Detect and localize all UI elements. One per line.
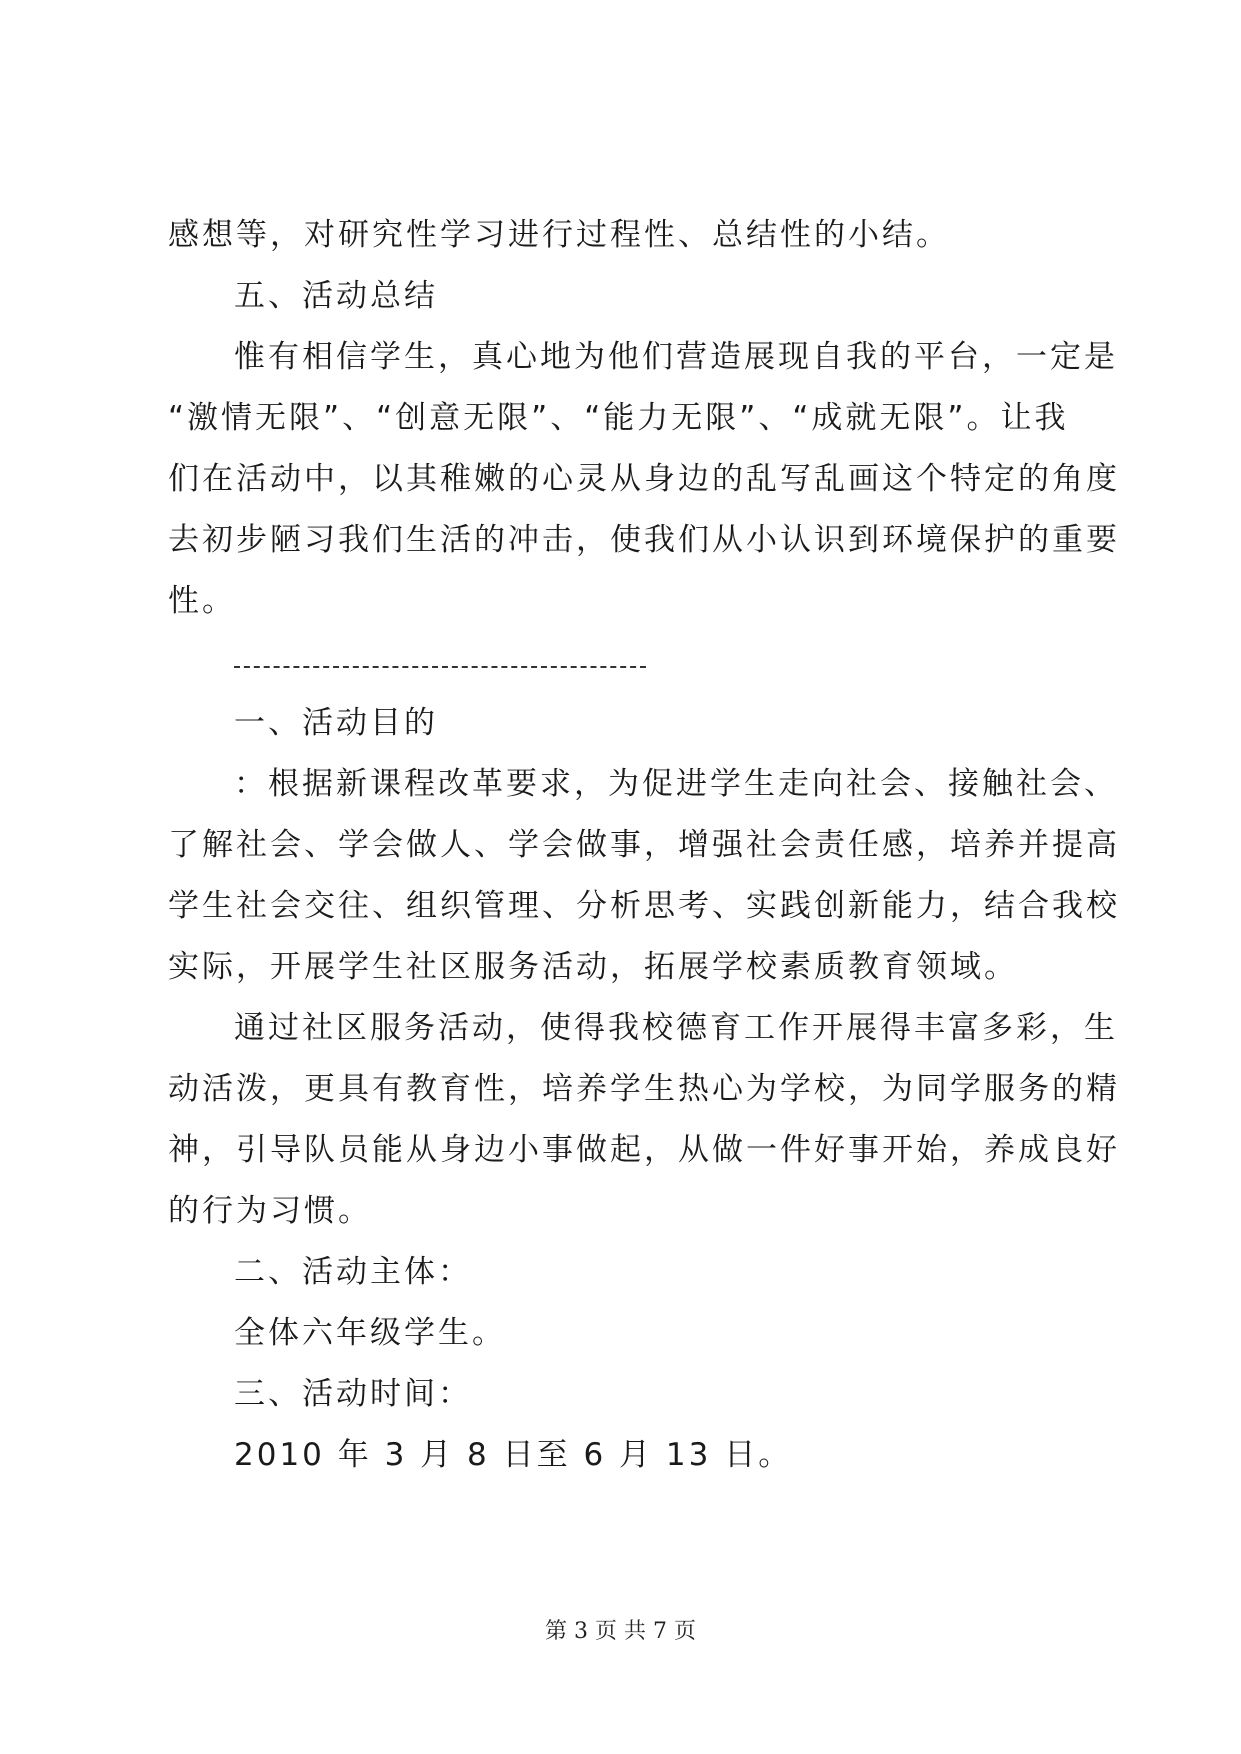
section-divider <box>168 632 1078 693</box>
section-heading: 二、活动主体： <box>234 1254 472 1290</box>
section-heading: 三、活动时间： <box>234 1376 472 1412</box>
text-line: 2010 年 3 月 8 日至 6 月 13 日。 <box>234 1437 793 1473</box>
text-line: 去初步陋习我们生活的冲击，使我们从小认识到环境保护的重要 <box>168 522 1120 558</box>
text-line: 学生社会交往、组织管理、分析思考、实践创新能力，结合我校 <box>168 888 1120 924</box>
text-line: 全体六年级学生。 <box>234 1315 506 1351</box>
text-line: 性。 <box>168 583 236 619</box>
text-line: 们在活动中，以其稚嫩的心灵从身边的乱写乱画这个特定的角度 <box>168 461 1120 497</box>
text-line: “激情无限”、“创意无限”、“能力无限”、“成就无限”。让我 <box>168 400 1069 436</box>
text-line: 实际，开展学生社区服务活动，拓展学校素质教育领域。 <box>168 949 1018 985</box>
text-line: ：根据新课程改革要求，为促进学生走向社会、接触社会、 <box>234 766 1118 802</box>
document-body <box>168 205 1120 1486</box>
section-heading: 一、活动目的 <box>234 705 438 741</box>
text-line: 了解社会、学会做人、学会做事，增强社会责任感，培养并提高 <box>168 827 1120 863</box>
text-line: 动活泼，更具有教育性，培养学生热心为学校，为同学服务的精 <box>168 1071 1120 1107</box>
section-heading: 五、活动总结 <box>234 278 438 314</box>
text-line: 的行为习惯。 <box>168 1193 372 1229</box>
text-line: 通过社区服务活动，使得我校德育工作开展得丰富多彩，生 <box>234 1010 1118 1046</box>
text-line: 感想等，对研究性学习进行过程性、总结性的小结。 <box>168 217 950 253</box>
page-number-footer: 第 3 页 共 7 页 <box>545 1619 696 1644</box>
text-line: 神，引导队员能从身边小事做起，从做一件好事开始，养成良好 <box>168 1132 1120 1168</box>
text-line: 惟有相信学生，真心地为他们营造展现自我的平台，一定是 <box>234 339 1118 375</box>
